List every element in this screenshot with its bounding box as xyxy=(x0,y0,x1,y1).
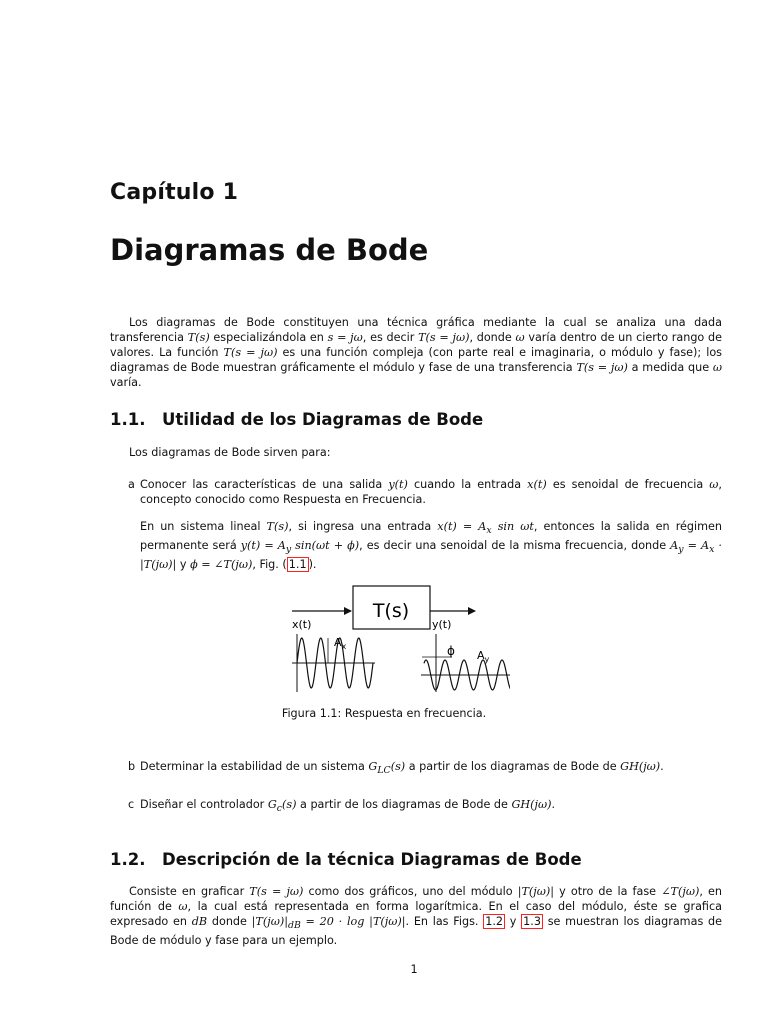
math-inline: T(s = jω) xyxy=(418,331,470,344)
intro-text: Los diagramas de Bode constituyen una técnica gráfica mediante la cual se analiza una dada transferencia xyxy=(110,316,722,344)
list-item-a xyxy=(128,477,722,507)
math-inline: ω xyxy=(515,331,525,344)
math-inline: · |T(jω)| xyxy=(140,539,722,572)
math-inline: ω xyxy=(178,900,188,913)
list-item-body xyxy=(140,759,722,778)
desc-text: donde xyxy=(207,915,252,928)
section1-lead xyxy=(110,445,722,460)
item-text: , es decir una senoidal de la misma frecuencia, donde xyxy=(359,539,671,553)
description-paragraph xyxy=(110,884,722,948)
item-text: , entonces la salida en régimen permanente será xyxy=(140,520,723,553)
item-text: ). xyxy=(308,558,317,572)
desc-text: , en función de xyxy=(110,885,722,913)
figure-caption: Figura 1.1: Respuesta en frecuencia. xyxy=(281,707,487,720)
math-subscript: x xyxy=(486,525,492,537)
item-text: , Fig. ( xyxy=(252,558,287,572)
math-inline: T(s) xyxy=(187,331,210,344)
desc-text: como dos gráficos, uno del módulo xyxy=(303,885,518,898)
intro-text: , donde xyxy=(469,331,516,344)
math-inline: ω xyxy=(709,478,719,491)
intro-text: varía dentro de un cierto rango de valores. La función xyxy=(110,331,722,359)
item-text: Determinar la estabilidad de un sistema xyxy=(140,760,369,773)
math-inline: (s) xyxy=(390,760,406,773)
item-text: . xyxy=(660,760,664,773)
math-inline: A xyxy=(670,539,679,553)
item-text: , concepto conocido como Respuesta en Frecuencia. xyxy=(140,478,722,506)
math-inline: sin(ωt + ϕ) xyxy=(291,539,360,553)
list-item-body xyxy=(140,519,722,572)
intro-text: varía. xyxy=(110,376,142,389)
chapter-label: Capítulo 1 xyxy=(110,180,239,205)
math-inline: sin ωt xyxy=(491,520,534,533)
desc-text: y xyxy=(505,915,522,928)
page-number: 1 xyxy=(410,963,418,976)
input-signal-label: x(t) xyxy=(292,618,312,631)
math-inline: dB xyxy=(191,915,208,928)
input-amplitude-label: $A_x$ xyxy=(334,636,347,651)
item-text: a partir de los diagramas de Bode de xyxy=(405,760,621,773)
math-inline: ϕ = ∠T(jω) xyxy=(190,558,253,572)
phase-label: ϕ xyxy=(447,644,455,658)
item-text: cuando la entrada xyxy=(407,478,528,491)
desc-text: , la cual está representada en forma logarítmica. En el caso del módulo, éste se grafica expresado en xyxy=(110,900,722,928)
section-number: 1.2. xyxy=(110,850,146,869)
chapter-title: Diagramas de Bode xyxy=(110,233,429,267)
math-subscript: LC xyxy=(377,765,391,777)
math-inline: T(s = jω) xyxy=(223,346,278,359)
intro-text: , es decir xyxy=(362,331,419,344)
item-text: . xyxy=(551,798,556,811)
figure-reference-link[interactable]: 1.3 xyxy=(523,915,541,928)
intro-text: especializándola en xyxy=(209,331,328,344)
math-inline: GH(jω) xyxy=(620,760,661,773)
output-signal-label: y(t) xyxy=(432,618,452,631)
section-heading-1-1 xyxy=(110,410,483,429)
section-number: 1.1. xyxy=(110,410,146,429)
math-subscript: y xyxy=(678,544,684,556)
math-inline: |T(jω)| xyxy=(517,885,555,898)
math-subscript: y xyxy=(285,544,292,556)
math-inline: ω xyxy=(712,361,722,374)
figure-reference-link[interactable]: 1.2 xyxy=(485,915,504,928)
item-text: , si ingresa una entrada xyxy=(288,520,438,533)
math-inline: x(t) xyxy=(527,478,547,491)
frequency-response-figure xyxy=(280,578,510,698)
desc-text: . En las Figs. xyxy=(405,915,484,928)
list-marker: a xyxy=(128,478,135,491)
intro-paragraph xyxy=(110,315,722,390)
math-inline: |T(jω)| xyxy=(251,915,288,928)
list-marker: c xyxy=(128,798,135,811)
section-heading-1-2 xyxy=(110,850,582,869)
math-inline: T(s) xyxy=(266,520,289,533)
item-text: En un sistema lineal xyxy=(140,520,267,533)
math-inline: GH(jω) xyxy=(511,798,552,811)
math-inline: = 20 · log |T(jω)| xyxy=(300,915,406,928)
list-item-body xyxy=(140,797,722,816)
item-text: y xyxy=(176,558,191,572)
intro-text: es una función compleja (con parte real e imaginaria, o módulo y fase); los diagramas de Bode muestran gráficamente el módulo y fase de una transferencia xyxy=(110,346,722,374)
math-subscript: c xyxy=(276,803,282,815)
math-subscript: x xyxy=(709,544,715,556)
desc-text: y otro de la fase xyxy=(554,885,662,898)
list-marker: b xyxy=(128,760,136,773)
item-text: es senoidal de frecuencia xyxy=(546,478,710,491)
item-text: Conocer las características de una salida xyxy=(140,478,389,491)
section-title: Utilidad de los Diagramas de Bode xyxy=(162,410,484,429)
math-subscript: dB xyxy=(287,920,301,932)
item-text: Diseñar el controlador xyxy=(140,798,268,811)
math-inline: x(t) = A xyxy=(437,520,487,533)
output-amplitude-label: $A_y$ xyxy=(477,649,490,664)
system-block-label: T(s) xyxy=(372,600,410,622)
math-inline: y(t) xyxy=(388,478,408,491)
list-item-c xyxy=(128,797,722,816)
math-inline: (s) xyxy=(282,798,297,811)
figure-reference-link[interactable]: 1.1 xyxy=(288,558,307,572)
list-item-body xyxy=(140,477,722,507)
math-inline: y(t) = A xyxy=(240,539,286,553)
desc-text: se muestran los diagramas de Bode de módulo y fase para un ejemplo. xyxy=(110,915,722,948)
list-item-b xyxy=(128,759,722,778)
math-inline: = A xyxy=(683,539,710,553)
section-title: Descripción de la técnica Diagramas de Bode xyxy=(162,850,582,869)
list-item-a-paragraph2 xyxy=(128,519,722,572)
lead-text: Los diagramas de Bode sirven para: xyxy=(129,446,331,459)
desc-text: Consiste en graficar xyxy=(129,885,250,898)
intro-text: a medida que xyxy=(627,361,713,374)
math-inline: G xyxy=(267,798,277,811)
math-inline: G xyxy=(368,760,378,773)
math-inline: ∠T(jω) xyxy=(661,885,700,898)
math-inline: T(s = jω) xyxy=(576,361,628,374)
item-text: a partir de los diagramas de Bode de xyxy=(296,798,512,811)
math-inline: s = jω xyxy=(327,331,363,344)
math-inline: T(s = jω) xyxy=(249,885,304,898)
